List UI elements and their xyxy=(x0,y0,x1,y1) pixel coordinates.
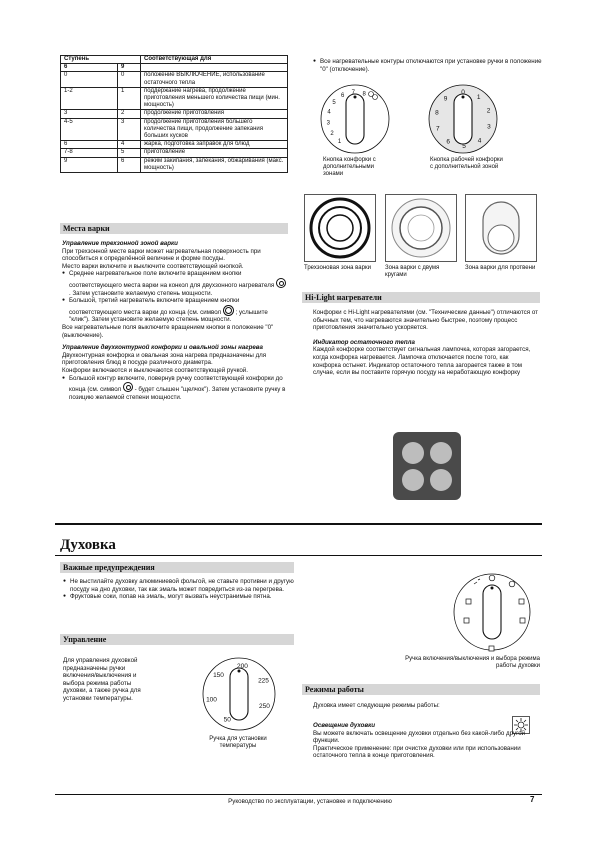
oven-light-text xyxy=(313,722,538,760)
knob-numeral: 6 xyxy=(446,138,451,146)
knob-numeral: 5 xyxy=(462,143,466,150)
table-cell: продолжение приготовления большего количества пищи, продолжение запекания больших кусков xyxy=(141,118,288,141)
table-cell xyxy=(141,64,288,72)
knob-numeral: 1 xyxy=(337,139,342,146)
caption-knob-extra-zone: Кнопка рабочей конфорки с дополнительной зоной xyxy=(430,157,503,171)
subtitle-residual-heat: Индикатор остаточного тепла xyxy=(313,338,415,346)
table-cell: 5 xyxy=(118,149,141,157)
section-divider xyxy=(55,523,542,525)
list-item: ● Не выстилайте духовку алюминиевой фольгой, не ставьте противни и другую посуду на дно духовки, так как эмаль может повредиться из-за перегрева. xyxy=(63,578,295,593)
knob-numeral: 3 xyxy=(326,120,330,127)
hob-knob-extra-zone-illustration xyxy=(426,82,500,156)
knob-numeral: 0 xyxy=(461,89,465,96)
paragraph: При трехзонной месте варки может нагревательная поверхность при способиться к определённой величине и форме посуды. xyxy=(62,247,261,263)
table-cell: 6 xyxy=(61,64,118,72)
footer-text: Руководство по эксплуатации, установке и подключению xyxy=(228,798,392,805)
subtitle-three-zone: Управление трехзонной зоной варки xyxy=(62,240,178,247)
triple-zone-symbol-icon xyxy=(223,305,234,316)
knob-numeral: 6 xyxy=(341,93,345,99)
table-cell: 3 xyxy=(118,118,141,141)
three-zone-hob-diagram xyxy=(304,194,376,262)
knob-numeral: 150 xyxy=(213,671,224,679)
footer-rule xyxy=(55,794,542,795)
table-row xyxy=(61,149,288,157)
caption-temperature-knob: Ручка для установки температуры xyxy=(209,736,267,750)
list-item: ● Фруктовые соки, попав на эмаль, могут вызвать неустранимые пятна. xyxy=(63,593,295,601)
caption-three-zone: Трехзоновая зона варки xyxy=(304,265,371,271)
knob-numeral: 2 xyxy=(330,131,334,138)
table-cell: 0 xyxy=(118,72,141,87)
caption-knob-multi-zone: Кнопка конфорки с дополнительными зонами xyxy=(323,157,376,178)
table-cell: приготовление xyxy=(141,149,288,157)
subtitle-oven-light: Освещение духовки xyxy=(313,722,376,729)
knob-numeral: 200 xyxy=(236,663,248,671)
title-underline xyxy=(55,555,542,556)
power-levels-table xyxy=(60,55,288,173)
list-item-off-note: ● Все нагревательные контуры отключаются при установке ручки в положение "0" (отключение). xyxy=(313,58,545,73)
table-cell: 9 xyxy=(61,157,118,172)
table-cell: 3 xyxy=(61,110,118,118)
subtitle-dual-oval: Управление двухконтурной конфорки и овальной зоны нагрева xyxy=(62,344,263,352)
cooking-zones-text xyxy=(62,240,288,401)
knob-numeral: 1 xyxy=(476,94,481,101)
caption-oval-zone: Зона варки для протвени xyxy=(465,265,536,271)
table-cell: 1 xyxy=(118,87,141,110)
table-header-use: Соответствующая для xyxy=(141,56,288,64)
knob-numeral: 5 xyxy=(332,99,336,106)
control-paragraph: Для управления духовкой предназначены ручки включения/выключения и выбора режима работы духовки, а также ручка для установки температуры. xyxy=(63,657,141,702)
paragraph: Конфорки включаются и выключаются соответствующей ручкой. xyxy=(62,366,248,374)
dual-zone-hob-diagram xyxy=(385,194,457,262)
table-cell: 1-2 xyxy=(61,87,118,110)
knob-numeral: 2 xyxy=(486,107,491,115)
table-cell: продолжение приготовления xyxy=(141,110,288,118)
table-cell: 9 xyxy=(118,64,141,72)
caption-mode-knob: Ручка включения/выключения и выбора режима работы духовки xyxy=(405,656,540,670)
table-cell: 0 xyxy=(61,72,118,87)
section-header-control: Управление xyxy=(60,634,294,645)
list-item: ● Большой, третий нагреватель включите вращением кнопки соответствующего места варки до конца (см. символ ; услышите "клик"). Затем установите желаемую степень мощности. xyxy=(62,297,288,324)
warnings-list xyxy=(63,578,295,601)
dual-zone-symbol-icon xyxy=(276,278,286,288)
table-cell: 4-5 xyxy=(61,118,118,141)
table-row xyxy=(61,72,288,87)
paragraph: Все нагревательные поля выключите вращением кнопки в положение "0" (выключение). xyxy=(62,323,274,339)
table-row xyxy=(61,141,288,149)
table-cell: 6 xyxy=(118,157,141,172)
caption-dual-zone: Зона варки с двумя кругами xyxy=(385,265,440,279)
list-item: ● Большой контур включите, повернув ручку соответствующей конфорки до конца (см. символ - будет слышен "щелчок"). Затем установите ручку в позицию желаемой степени мощности. xyxy=(62,375,288,402)
knob-numeral: 9 xyxy=(443,95,448,103)
knob-numeral: 250 xyxy=(258,702,270,710)
paragraph: Вы можете включать освещение духовки отдельно без какой-либо другой функции. xyxy=(313,729,526,745)
modes-intro: Духовка имеет следующие режимы работы: xyxy=(313,702,440,709)
knob-numeral: 8 xyxy=(362,91,366,98)
knob-numeral: 225 xyxy=(258,677,269,685)
cooktop-residual-heat-illustration xyxy=(393,432,461,500)
section-header-hilight: Hi-Light нагреватели xyxy=(302,292,540,303)
table-cell: положение ВЫКЛЮЧЕНИЕ, использование остаточного тепла xyxy=(141,72,288,87)
section-header-warnings: Важные предупреждения xyxy=(60,562,294,573)
knob-numeral: 50 xyxy=(223,716,231,724)
table-cell: 7-8 xyxy=(61,149,118,157)
section-header-modes: Режимы работы xyxy=(302,684,540,695)
table-cell: поддержание нагрева, продолжение приготовления меньшего количества пищи (мин. мощность) xyxy=(141,87,288,110)
table-row xyxy=(61,110,288,118)
page-number: 7 xyxy=(530,795,535,804)
table-cell: жарка, подготовка заправок для блюд xyxy=(141,141,288,149)
knob-numeral: 4 xyxy=(477,137,482,145)
table-cell: 4 xyxy=(118,141,141,149)
list-item: ● Среднее нагревательное поле включите вращением кнопки соответствующего места варки на конкол для двухзонного нагревателя . Затем установите желаемую степень мощности. xyxy=(62,270,288,297)
table-cell: 6 xyxy=(61,141,118,149)
paragraph: Практическое применение: при очистке духовки или при использовании остаточного тепла в конце приготовления. xyxy=(313,744,521,760)
knob-numeral: 7 xyxy=(435,125,440,133)
dual-zone-symbol-icon xyxy=(123,382,133,392)
table-cell: режим закипания, запекания, обжаривания (макс. мощность) xyxy=(141,157,288,172)
table-row xyxy=(61,118,288,141)
knob-numeral: 100 xyxy=(206,696,217,704)
oval-zone-hob-diagram xyxy=(465,194,537,262)
knob-numeral: 7 xyxy=(351,90,355,97)
table-header-level: Ступень xyxy=(61,56,141,64)
section-header-cooking-zones: Места варки xyxy=(60,223,288,234)
knob-numeral: 3 xyxy=(487,123,491,131)
paragraph: Двухконтурная конфорка и овальная зона нагрева предназначены для приготовления блюд в посуде различного диаметра. xyxy=(62,351,267,367)
oven-temperature-knob-illustration xyxy=(200,655,278,733)
hilight-text xyxy=(313,309,538,377)
paragraph: Конфорки с Hi-Light нагревателями (см. "Технические данные") отличаются от обычных тем, что нагреваются значительно быстрее, поэтому процесс приготовления значительно ускоряется. xyxy=(313,309,538,332)
paragraph: Место варки включите и выключите соответствующей кнопкой. xyxy=(62,262,244,270)
table-row xyxy=(61,157,288,172)
table-cell: 2 xyxy=(118,110,141,118)
paragraph: Каждой конфорке соответствует сигнальная лампочка, которая загорается, когда конфорка нагревается. Лампочка отключается после того, как конфорка остынет. Индикатор остаточного тепла загорается также в том случае, если вы поставите горячую посуду на неработающую конфорку xyxy=(313,346,531,377)
table-row xyxy=(61,64,288,72)
knob-numeral: 4 xyxy=(327,109,331,116)
oven-mode-knob-illustration xyxy=(450,568,534,652)
knob-numeral: 8 xyxy=(435,109,439,117)
table-header-row xyxy=(61,56,288,64)
oven-section-title: Духовка xyxy=(60,537,116,553)
table-row xyxy=(61,87,288,110)
hob-knob-multi-zone-illustration xyxy=(318,82,392,156)
